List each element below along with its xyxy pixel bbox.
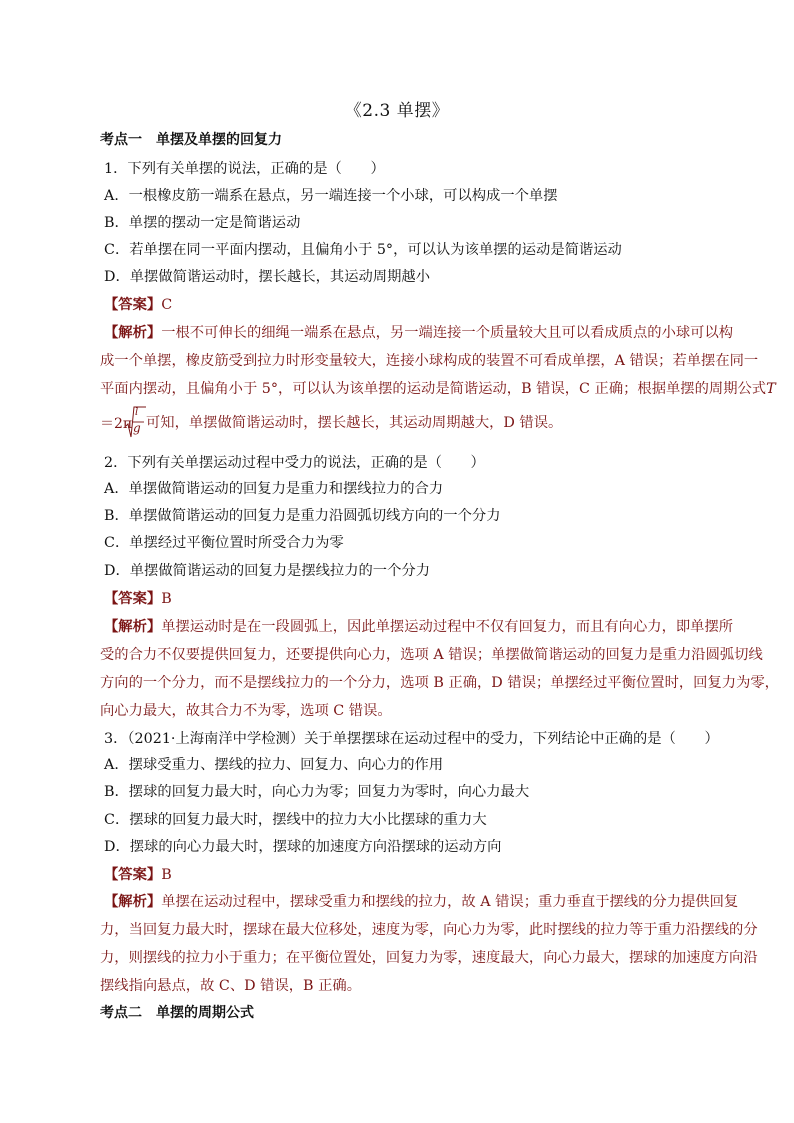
answer-value: B <box>161 591 172 607</box>
answer-value: B <box>161 867 172 883</box>
answer-tag: 【答案】 <box>104 591 162 607</box>
question-2-explanation-line-2: 受的合力不仅要提供回复力，还要提供向心力，选项 A 错误；单摆做简谐运动的回复力是重力沿圆弧切线 <box>100 647 763 663</box>
explanation-tag: 【解析】 <box>104 894 162 910</box>
question-1-explanation-line-1 <box>104 323 733 343</box>
answer-tag: 【答案】 <box>104 297 162 313</box>
formula-prefix: ＝2π <box>100 416 133 432</box>
answer-tag: 【答案】 <box>104 867 162 883</box>
question-2-option-a: A．单摆做简谐运动的回复力是重力和摆线拉力的合力 <box>104 481 444 497</box>
explanation-text: 一根不可伸长的细绳一端系在悬点，另一端连接一个质量较大且可以看成质点的小球可以构 <box>161 325 734 341</box>
formula-denominator: g <box>133 421 141 435</box>
answer-value: C <box>161 297 173 313</box>
question-3-option-c: C．摆球的回复力最大时，摆线中的拉力大小比摆球的重力大 <box>104 812 487 828</box>
explanation-text: 单摆在运动过程中，摆球受重力和摆线的拉力，故 A 错误；重力垂直于摆线的分力提供回复 <box>161 894 739 910</box>
question-2-explanation-line-4: 向心力最大，故其合力不为零，选项 C 错误。 <box>100 703 392 719</box>
question-1-explanation-line-2: 成一个单摆，橡皮筋受到拉力时形变量较大，连接小球构成的装置不可看成单摆，A 错误；若单摆在同一 <box>100 353 759 369</box>
question-1-stem: 1．下列有关单摆的说法，正确的是（ ） <box>104 161 385 177</box>
question-2-option-d: D．单摆做简谐运动的回复力是摆线拉力的一个分力 <box>104 563 430 579</box>
question-1-answer <box>104 295 172 315</box>
question-2-option-c: C．单摆经过平衡位置时所受合力为零 <box>104 535 344 551</box>
question-1-option-d: D．单摆做简谐运动时，摆长越长，其运动周期越小 <box>104 269 430 285</box>
explanation-tag: 【解析】 <box>104 325 162 341</box>
explanation-text: 平面内摆动，且偏角小于 5°，可以认为该单摆的运动是简谐运动，B 错误，C 正确；根据单摆的周期公式 <box>100 381 767 397</box>
question-1-option-c: C．若单摆在同一平面内摆动，且偏角小于 5°，可以认为该单摆的运动是简谐运动 <box>104 242 622 258</box>
question-2-explanation-line-3: 方向的一个分力，而不是摆线拉力的一个分力，选项 B 正确，D 错误；单摆经过平衡位置时，回复力为零， <box>100 675 779 691</box>
question-3-stem: 3．（2021·上海南洋中学检测）关于单摆摆球在运动过程中的受力，下列结论中正确的是（ ） <box>104 731 719 747</box>
formula-numerator: l <box>135 407 139 418</box>
question-3-explanation-line-2: 力，当回复力最大时，摆球在最大位移处，速度为零，向心力为零，此时摆线的拉力等于重力沿摆线的分 <box>100 922 758 938</box>
section-heading-1: 考点一 单摆及单摆的回复力 <box>100 132 282 148</box>
question-1-option-a: A．一根橡皮筋一端系在悬点，另一端连接一个小球，可以构成一个单摆 <box>104 188 558 204</box>
question-3-explanation-line-1 <box>104 892 738 912</box>
question-2-explanation-line-1 <box>104 617 733 637</box>
question-3-explanation-line-4: 摆线指向悬点，故 C、D 错误，B 正确。 <box>100 978 361 994</box>
question-2-stem: 2．下列有关单摆运动过程中受力的说法，正确的是（ ） <box>104 455 485 471</box>
question-3-option-a: A．摆球受重力、摆线的拉力、回复力、向心力的作用 <box>104 757 444 773</box>
question-1-option-b: B．单摆的摆动一定是简谐运动 <box>104 215 301 231</box>
question-3-answer <box>104 865 172 885</box>
section-heading-2: 考点二 单摆的周期公式 <box>100 1005 254 1021</box>
question-3-option-d: D．摆球的向心力最大时，摆球的加速度方向沿摆球的运动方向 <box>104 839 502 855</box>
question-1-explanation-line-3 <box>100 379 776 399</box>
explanation-tag: 【解析】 <box>104 619 162 635</box>
explanation-text: 单摆运动时是在一段圆弧上，因此单摆运动过程中不仅有回复力，而且有向心力，即单摆所 <box>161 619 734 635</box>
question-3-option-b: B．摆球的回复力最大时，向心力为零；回复力为零时，向心力最大 <box>104 784 530 800</box>
page-title: 《2.3 单摆》 <box>344 101 450 121</box>
question-3-explanation-line-3: 力，则摆线的拉力小于重力；在平衡位置处，回复力为零，速度最大，向心力最大，摆球的加速度方向沿 <box>100 950 758 966</box>
question-1-explanation-line-4: 可知，单摆做简谐运动时，摆长越长，其运动周期越大，D 错误。 <box>146 415 563 431</box>
period-symbol: T <box>766 381 776 397</box>
question-2-option-b: B．单摆做简谐运动的回复力是重力沿圆弧切线方向的一个分力 <box>104 508 501 524</box>
question-2-answer <box>104 589 172 609</box>
